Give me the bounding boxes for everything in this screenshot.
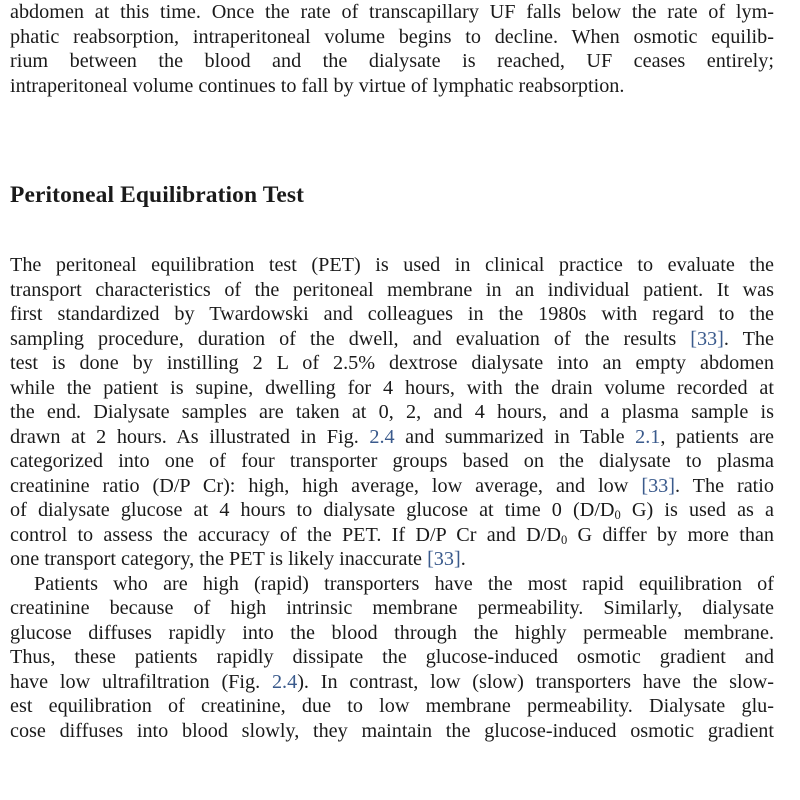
body-text bbox=[10, 253, 774, 743]
text-line: abdomen at this time. Once the rate of transcapillary UF falls below the rate of lym- bbox=[10, 1, 774, 23]
section-heading: Peritoneal Equilibration Test bbox=[10, 182, 305, 208]
text-line: Thus, these patients rapidly dissipate the glucose-induced osmotic gradient and bbox=[10, 646, 774, 668]
text-line: creatinine because of high intrinsic membrane permeability. Similarly, dialysate bbox=[10, 597, 774, 619]
text-line: est equilibration of creatinine, due to low membrane permeability. Dialysate glu- bbox=[10, 695, 774, 717]
text-line: cose diffuses into blood slowly, they maintain the glucose-induced osmotic gradient bbox=[10, 719, 774, 742]
text-line: The peritoneal equilibration test (PET) is used in clinical practice to evaluate the bbox=[10, 254, 774, 276]
subscript: 0 bbox=[560, 532, 568, 547]
figure-link[interactable]: 2.4 bbox=[271, 670, 298, 693]
text-line: transport characteristics of the peritoneal membrane in an individual patient. It was bbox=[10, 278, 774, 301]
text-line: drawn at 2 hours. As illustrated in Fig. 2.4 and summarized in Table 2.1, patients are bbox=[10, 425, 775, 448]
text-line: creatinine ratio (D/P Cr): high, high average, low average, and low [33]. The ratio bbox=[10, 474, 774, 497]
citation-link[interactable]: [33] bbox=[427, 548, 461, 570]
text-line: glucose diffuses rapidly into the blood through the highly permeable membrane. bbox=[10, 621, 774, 644]
text-line: have low ultrafiltration (Fig. 2.4). In contrast, low (slow) transporters have the slow- bbox=[10, 670, 774, 693]
citation-link[interactable]: [33] bbox=[690, 327, 724, 350]
text-line: sampling procedure, duration of the dwell, and evaluation of the results [33]. The bbox=[10, 327, 774, 350]
text-line: of dialysate glucose at 4 hours to dialysate glucose at time 0 ($D/D_0$ G) is used as a bbox=[10, 499, 774, 523]
text-line: test is done by instilling 2 L of 2.5% dextrose dialysate into an empty abdomen bbox=[10, 352, 774, 374]
citation-link[interactable]: [33] bbox=[641, 474, 675, 497]
text-line: Patients who are high (rapid) transporters have the most rapid equilibration of bbox=[34, 572, 774, 595]
text-line: categorized into one of four transporter groups based on the dialysate to plasma bbox=[10, 450, 774, 472]
text-line: first standardized by Twardowski and colleagues in the 1980s with regard to the bbox=[10, 303, 774, 325]
text-line: phatic reabsorption, intraperitoneal volume begins to decline. When osmotic equilib- bbox=[10, 25, 774, 48]
text-line: intraperitoneal volume continues to fall by virtue of lymphatic reabsorption. bbox=[10, 74, 625, 97]
text-line: the end. Dialysate samples are taken at 0, 2, and 4 hours, and a plasma sample is bbox=[10, 401, 774, 423]
paragraph-transporters bbox=[10, 572, 774, 744]
text-line: while the patient is supine, dwelling for 4 hours, with the drain volume recorded at bbox=[10, 376, 774, 399]
table-link[interactable]: 2.1 bbox=[635, 425, 661, 448]
text-line: rium between the blood and the dialysate is reached, UF ceases entirely; bbox=[10, 50, 774, 72]
top-paragraph bbox=[10, 0, 774, 98]
text-line: one transport category, the PET is likely inaccurate [33]. bbox=[10, 548, 466, 570]
figure-link[interactable]: 2.4 bbox=[369, 425, 395, 448]
subscript: 0 bbox=[614, 508, 621, 523]
paragraph-pet-intro bbox=[10, 253, 774, 572]
text-line: control to assess the accuracy of the PET. If D/P Cr and $D/D_0$ G differ by more than bbox=[10, 523, 775, 547]
